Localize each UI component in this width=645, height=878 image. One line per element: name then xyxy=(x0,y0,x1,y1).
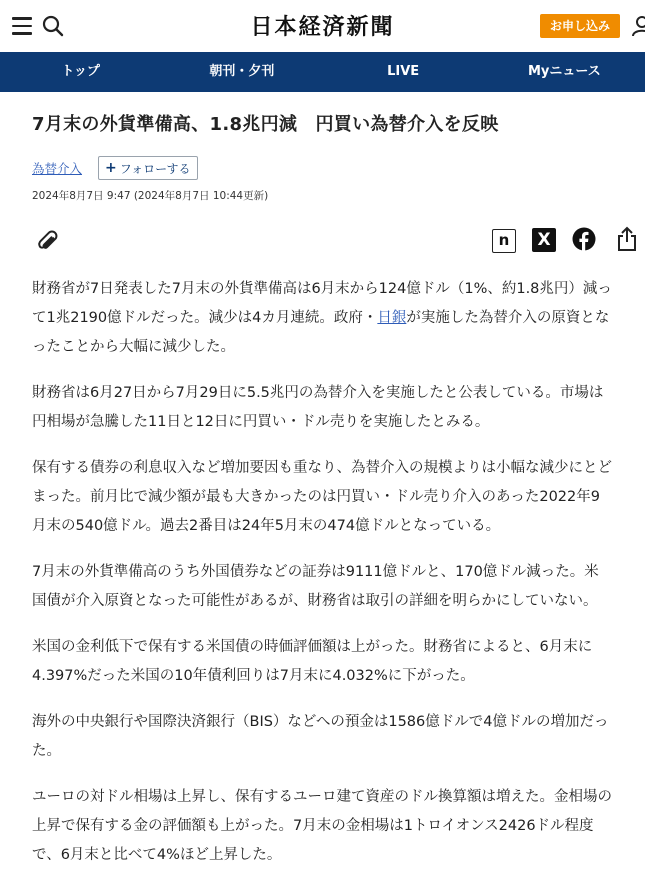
nikkei-n-button[interactable]: n xyxy=(492,229,516,253)
nav-item-live[interactable]: LIVE xyxy=(387,64,420,79)
nav-item-mynews[interactable]: Myニュース xyxy=(527,64,601,79)
plus-icon: + xyxy=(105,160,117,176)
main-nav xyxy=(0,52,645,92)
article-toolbar xyxy=(32,221,613,261)
facebook-icon[interactable] xyxy=(572,227,596,255)
nav-item-morning-evening[interactable]: 朝刊・夕刊 xyxy=(209,64,275,79)
site-logo[interactable]: 日本経済新聞 xyxy=(250,14,395,40)
topic-link[interactable]: 為替介入 xyxy=(32,161,83,176)
article-title: 7月末の外貨準備高、1.8兆円減 円買い為替介入を反映 xyxy=(32,114,499,135)
x-share-icon[interactable]: X xyxy=(532,228,556,252)
site-header xyxy=(0,0,645,52)
share-icon[interactable] xyxy=(616,226,638,256)
follow-button[interactable] xyxy=(98,156,198,180)
subscribe-button[interactable]: お申し込み xyxy=(540,14,620,38)
nav-item-top[interactable]: トップ xyxy=(61,64,100,79)
follow-label: フォローする xyxy=(119,161,191,176)
boj-link[interactable]: 日銀 xyxy=(377,310,407,326)
paragraph xyxy=(32,275,613,362)
topic-row xyxy=(32,156,613,180)
user-icon[interactable] xyxy=(632,15,645,41)
publish-date: 2024年8月7日 9:47 (2024年8月7日 10:44更新) xyxy=(32,190,269,202)
paragraph: 米国の金利低下で保有する米国債の時価評価額は上がった。財務省によると、6月末に4.397%だった米国の10年債利回りは7月末に4.032%に下がった。 xyxy=(32,639,593,684)
paragraph: 保有する債券の利息収入など増加要因も重なり、為替介入の規模よりは小幅な減少にとどまった。前月比で減少額が最も大きかったのは円買い・ドル売り介入のあった2022年9月末の540億ドル。過去2番目は24年5月末の474億ドルとなっている。 xyxy=(32,460,612,534)
article-body xyxy=(32,275,613,870)
paragraph-text: 財務省が7日発表した7月末の外貨準備高は6月末から124億ドル（1%、約1.8兆円）減って1兆2190億ドルだった。減少は4カ月連続。政府・ xyxy=(32,281,612,326)
paragraph: 7月末の外貨準備高のうち外国債券などの証券は9111億ドルと、170億ドル減った。米国債が介入原資となった可能性があるが、財務省は取引の詳細を明らかにしていない。 xyxy=(32,564,599,609)
paragraph: 財務省は6月27日から7月29日に5.5兆円の為替介入を実施したと公表している。市場は円相場が急騰した11日と12日に円買い・ドル売りを実施したとみる。 xyxy=(32,385,604,430)
article xyxy=(0,112,645,870)
paragraph-text: が実施した為替介入の原資となったことから大幅に減少した。 xyxy=(32,310,610,355)
paragraph: ユーロの対ドル相場は上昇し、保有するユーロ建て資産のドル換算額は増えた。金相場の上昇で保有する金の評価額も上がった。7月末の金相場は1トロイオンス2426ドル程度で、6月末と比べて4%ほど上昇した。 xyxy=(32,789,612,863)
paragraph: 海外の中央銀行や国際決済銀行（BIS）などへの預金は1586億ドルで4億ドルの増加だった。 xyxy=(32,714,609,759)
paperclip-icon[interactable] xyxy=(36,227,60,257)
